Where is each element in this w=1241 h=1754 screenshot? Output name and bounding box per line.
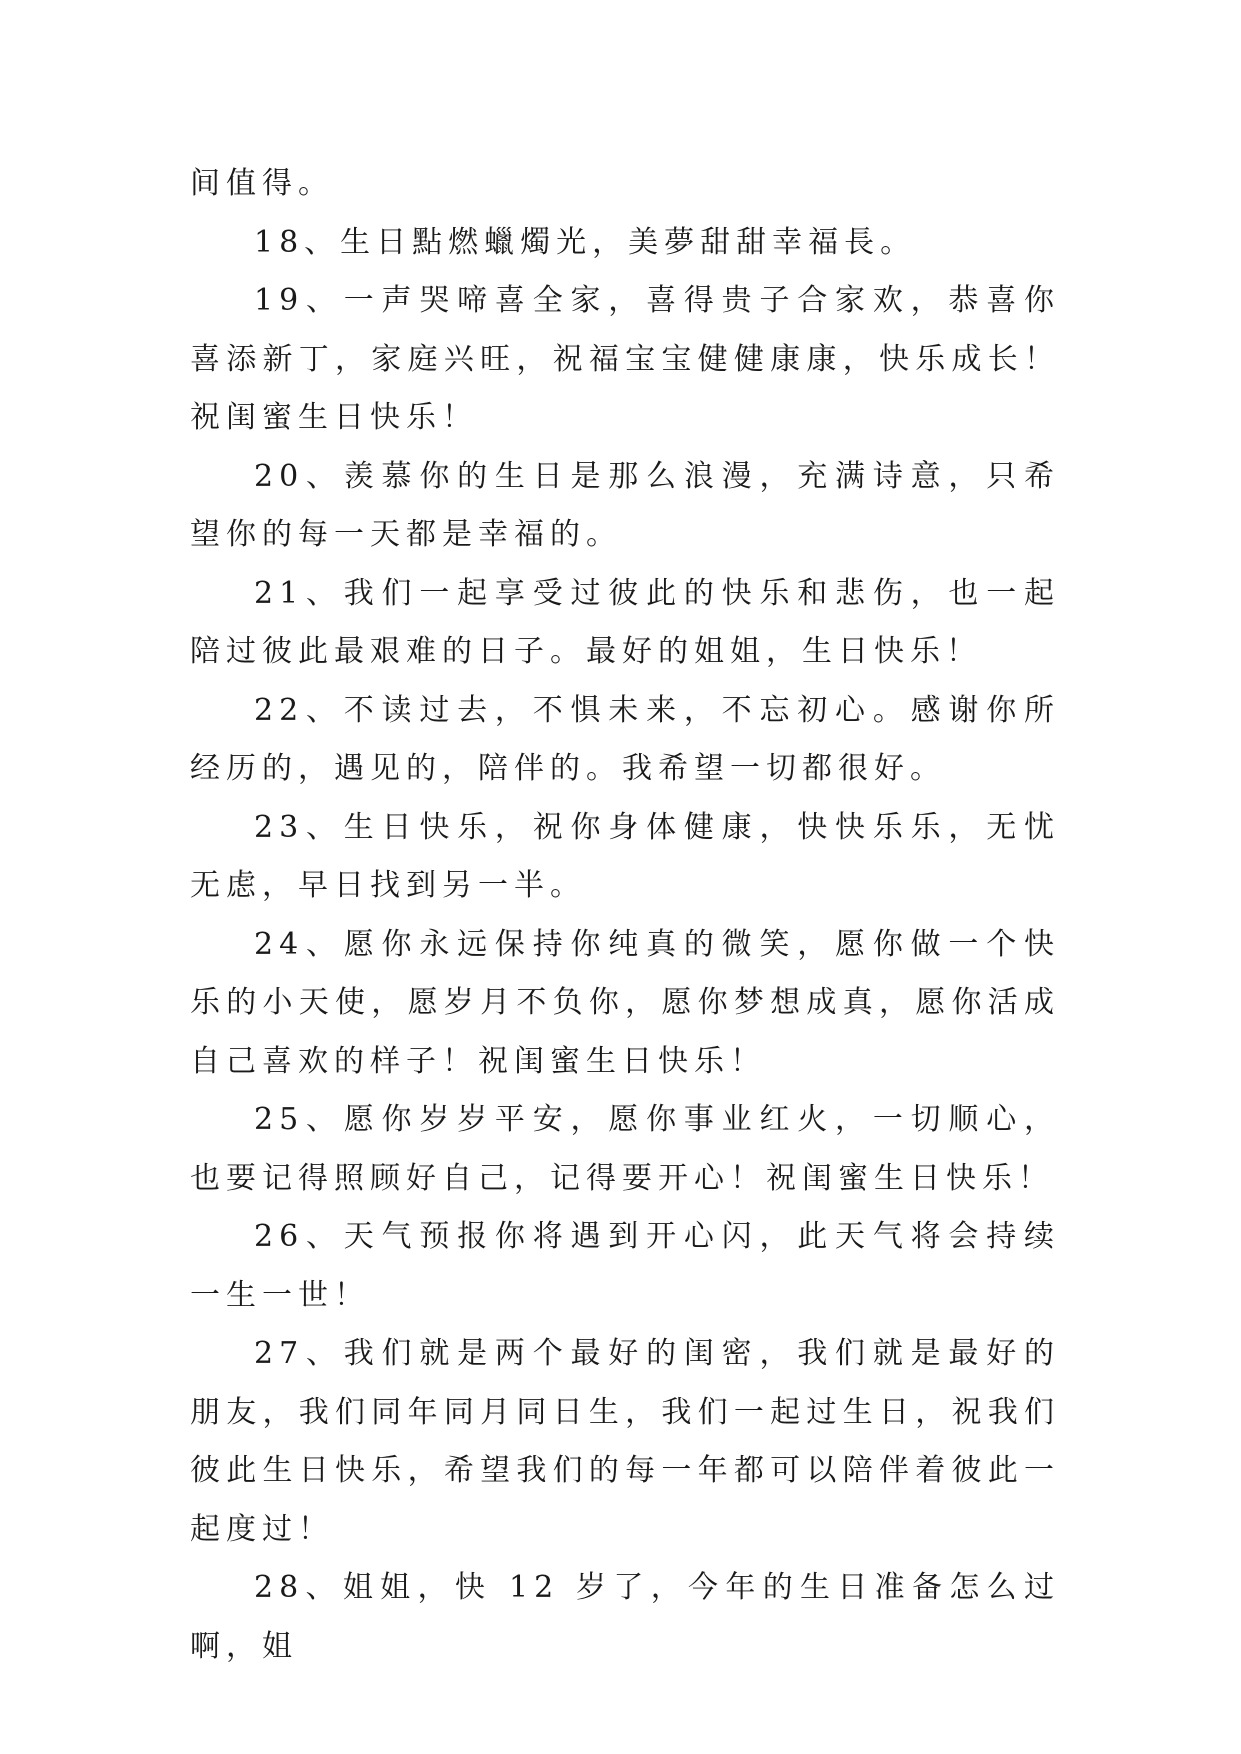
paragraph-wish-18: 18、生日點燃蠟燭光，美夢甜甜幸福長。: [254, 224, 917, 260]
paragraph-continuation: 间值得。: [190, 166, 334, 201]
paragraph-wish-25: 25、愿你岁岁平安，愿你事业红火，一切顺心，也要记得照顾好自己，记得要开心！祝闺蜜生日快乐！: [190, 1102, 1060, 1196]
paragraph-wish-26: 26、天气预报你将遇到开心闪，此天气将会持续一生一世！: [190, 1219, 1060, 1313]
paragraph-wish-20: 20、羡慕你的生日是那么浪漫，充满诗意，只希望你的每一天都是幸福的。: [190, 458, 1060, 552]
paragraph-wish-19: 19、一声哭啼喜全家，喜得贵子合家欢，恭喜你喜添新丁，家庭兴旺，祝福宝宝健健康康，快乐成长！祝闺蜜生日快乐！: [190, 283, 1060, 435]
body-text: [190, 155, 1060, 1676]
paragraph-wish-21: 21、我们一起享受过彼此的快乐和悲伤，也一起陪过彼此最艰难的日子。最好的姐姐，生日快乐！: [190, 575, 1060, 669]
paragraph-wish-23: 23、生日快乐，祝你身体健康，快快乐乐，无忧无虑，早日找到另一半。: [190, 809, 1060, 903]
paragraph-wish-27: 27、我们就是两个最好的闺密，我们就是最好的朋友，我们同年同月同日生，我们一起过生日，祝我们彼此生日快乐，希望我们的每一年都可以陪伴着彼此一起度过！: [190, 1336, 1060, 1547]
paragraph-wish-28: 28、姐姐，快 12 岁了，今年的生日准备怎么过啊，姐: [190, 1570, 1060, 1664]
paragraph-wish-24: 24、愿你永远保持你纯真的微笑，愿你做一个快乐的小天使，愿岁月不负你，愿你梦想成真，愿你活成自己喜欢的样子！祝闺蜜生日快乐！: [190, 926, 1060, 1079]
paragraph-wish-22: 22、不读过去，不惧未来，不忘初心。感谢你所经历的，遇见的，陪伴的。我希望一切都很好。: [190, 692, 1060, 786]
